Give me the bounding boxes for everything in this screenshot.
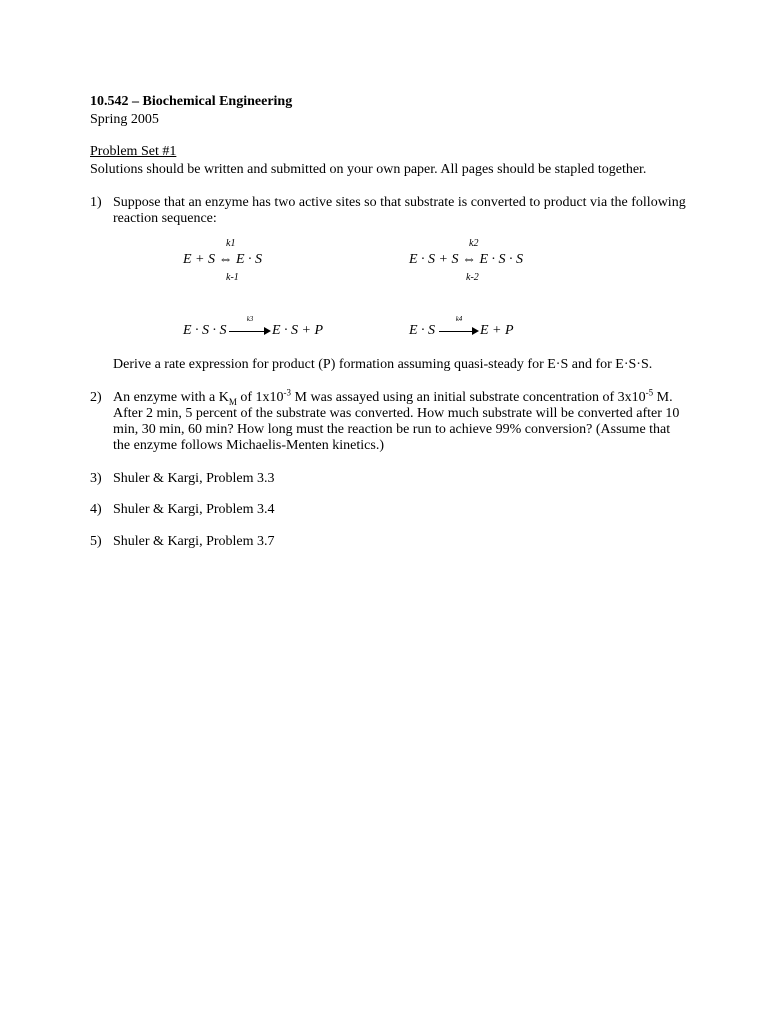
reaction-1-equation: E + S ⇔ E · S — [183, 252, 263, 267]
term: Spring 2005 — [90, 112, 159, 127]
instructions: Solutions should be written and submitted on your own paper. All pages should be stapled together. — [90, 162, 647, 177]
problem-1-derive: Derive a rate expression for product (P) formation assuming quasi-steady for E·S and for E·S·S. — [113, 357, 653, 372]
reaction-2-k-reverse: k-2 — [466, 272, 479, 283]
problem-2-number: 2) — [90, 390, 102, 405]
reaction-3-rate-constant: k3 — [246, 315, 254, 323]
reaction-3-left: E · S · S — [183, 323, 227, 338]
problem-5-text: Shuler & Kargi, Problem 3.7 — [113, 534, 275, 549]
problem-1-text: Suppose that an enzyme has two active sites so that substrate is converted to product via the following reaction sequence: — [113, 195, 686, 226]
reaction-2-equation: E · S + S ⇔ E · S · S — [409, 252, 524, 267]
reaction-3-right: E · S + P — [272, 323, 324, 338]
problem-4-number: 4) — [90, 502, 102, 517]
reaction-4-right: E + P — [480, 323, 514, 338]
problem-5-number: 5) — [90, 534, 102, 549]
problem-3-number: 3) — [90, 471, 102, 486]
reaction-4-left: E · S — [409, 323, 436, 338]
problem-1-number: 1) — [90, 195, 102, 210]
problem-set-heading: Problem Set #1 — [90, 144, 177, 159]
reaction-1-k-forward: k1 — [226, 238, 236, 249]
reaction-4-arrow — [439, 315, 479, 339]
reaction-1-k-reverse: k-1 — [226, 272, 239, 283]
reaction-2-k-forward: k2 — [469, 238, 479, 249]
problem-3-text: Shuler & Kargi, Problem 3.3 — [113, 471, 275, 486]
reaction-3-arrow — [229, 315, 271, 339]
reaction-4-rate-constant: k4 — [455, 315, 463, 323]
problem-2-text: An enzyme with a $K_M$ of $1x10^{-3}$ M was assayed using an initial substrate concentration of $3x10^{-5}$ M. After 2 min, 5 percent of the substrate was converted. How much substrate will be converted after 10 min, 30 min, 60 min? How long must the reaction be run to achieve 99% conversion? (Assume that the enzyme follows Michaelis-Menten kinetics.) — [113, 387, 680, 453]
course-title: 10.542 – Biochemical Engineering — [90, 94, 293, 109]
problem-4-text: Shuler & Kargi, Problem 3.4 — [113, 502, 275, 517]
